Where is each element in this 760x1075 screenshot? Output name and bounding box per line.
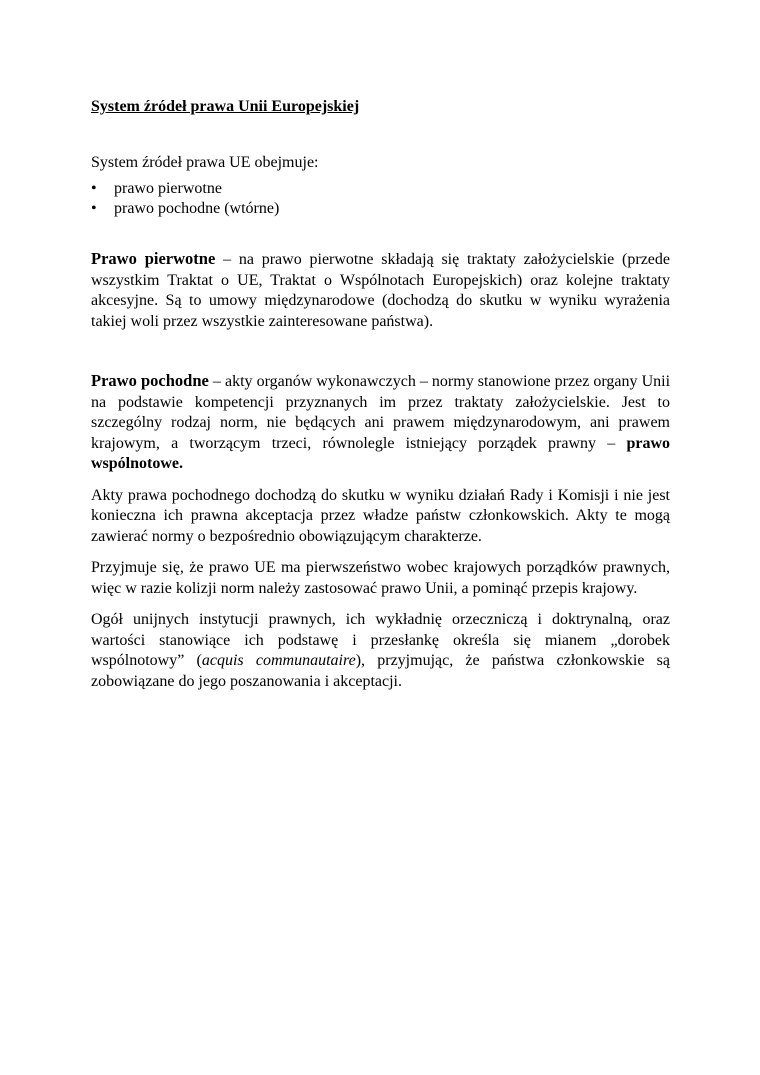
sources-list bbox=[91, 179, 670, 219]
term-secondary-law: Prawo pochodne bbox=[91, 371, 209, 390]
acquis-text-before: Ogół unijnych instytucji prawnych, ich wykładnię orzeczniczą i doktrynalną, oraz wartości stanowiące ich podstawę i przesłankę określa się mianem „dorobek wspólnotowy” ( bbox=[91, 611, 670, 669]
acquis-term: acquis communautaire bbox=[201, 652, 356, 669]
acquis-text-after: ), przyjmując, że państwa członkowskie są zobowiązane do jego poszanowania i akceptacji. bbox=[91, 652, 671, 690]
paragraph-acts: Akty prawa pochodnego dochodzą do skutku w wyniku działań Rady i Komisji i nie jest konieczna ich prawna akceptacja przez władze państw członkowskich. Akty te mogą zawierać normy o bezpośrednio obowiązującym charakterze. bbox=[91, 486, 670, 545]
bullet-icon: • bbox=[91, 180, 97, 197]
list-item-label: prawo pierwotne bbox=[114, 180, 222, 197]
bullet-icon: • bbox=[91, 200, 97, 217]
paragraph-secondary-law bbox=[91, 371, 670, 475]
document-content bbox=[91, 95, 670, 692]
intro-text: System źródeł prawa UE obejmuje: bbox=[91, 154, 319, 171]
secondary-law-text: – akty organów wykonawczych – normy stanowione przez organy Unii na podstawie kompetencji przyznanych im przez traktaty założycielskie. Jest to szczególny rodzaj norm, nie będących ani prawem międzynarodowym, ani prawem krajowym, a tworzącym trzeci, równolegle istniejący porządek prawny – bbox=[91, 373, 671, 452]
paragraph-primary-law bbox=[91, 249, 670, 332]
term-primary-law: Prawo pierwotne bbox=[91, 249, 216, 268]
community-law-term: prawo wspólnotowe. bbox=[91, 434, 670, 472]
paragraph-primacy: Przyjmuje się, że prawo UE ma pierwszeństwo wobec krajowych porządków prawnych, więc w razie kolizji norm należy zastosować prawo Unii, a pominąć przepis krajowy. bbox=[91, 559, 670, 597]
list-item bbox=[91, 199, 670, 219]
document-title: System źródeł prawa Unii Europejskiej bbox=[91, 98, 360, 115]
list-item-label: prawo pochodne (wtórne) bbox=[114, 200, 280, 217]
list-item bbox=[91, 179, 670, 199]
paragraph-acquis bbox=[91, 610, 670, 692]
primary-law-text: – na prawo pierwotne składają się traktaty założycielskie (przede wszystkim Traktat o UE, Traktat o Wspólnotach Europejskich) oraz kolejne traktaty akcesyjne. Są to umowy międzynarodowe (dochodzą do skutku w wyniku wyrażenia takiej woli przez wszystkie zainteresowane państwa). bbox=[91, 251, 671, 330]
